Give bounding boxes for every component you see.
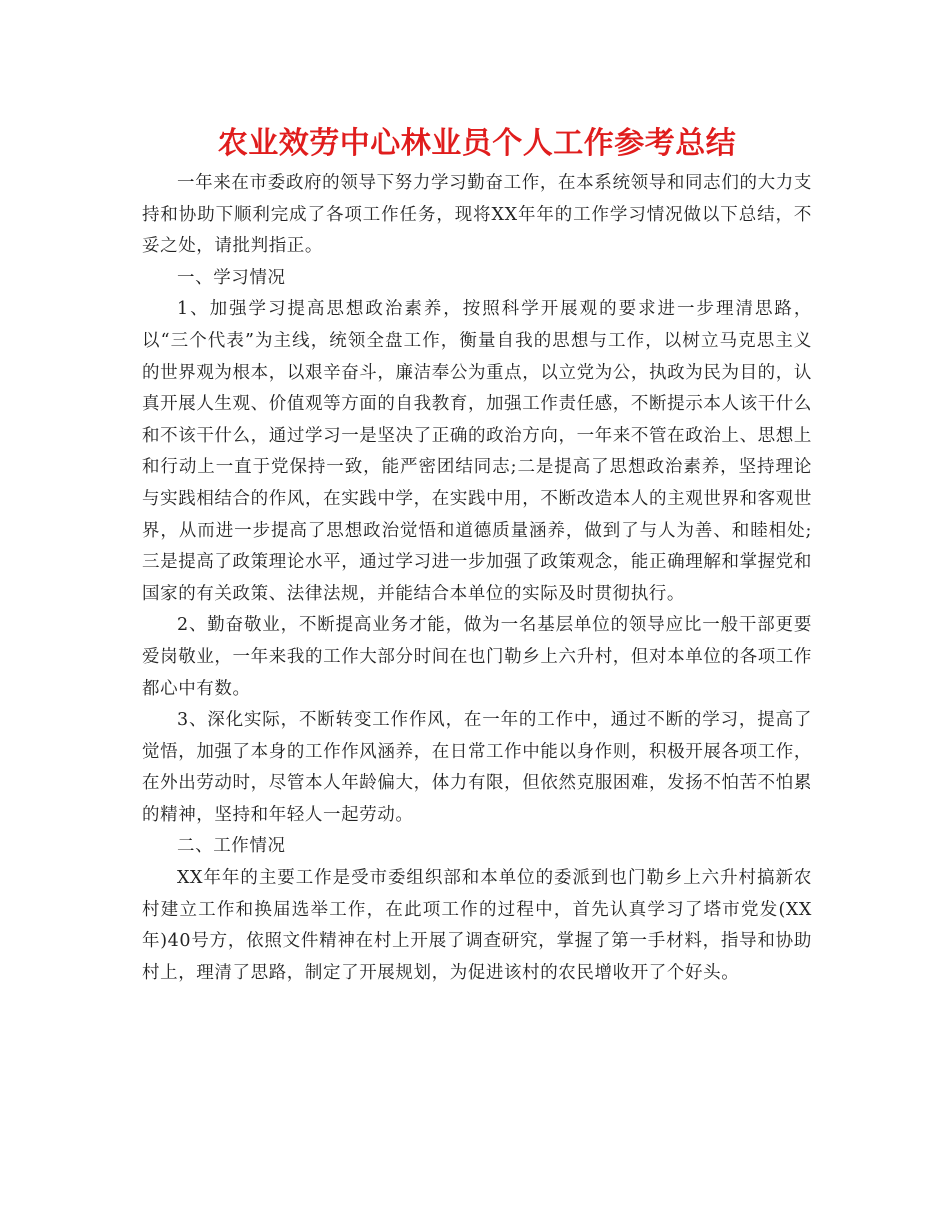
study-paragraph-2: 2、勤奋敬业，不断提高业务才能，做为一名基层单位的领导应比一般干部更要爱岗敬业，一年来我的工作大部分时间在也门勒乡上六升村，但对本单位的各项工作都心中有数。 — [142, 615, 812, 699]
study-paragraph-1: 1、加强学习提高思想政治素养，按照科学开展观的要求进一步理清思路，以“三个代表”为主线，统领全盘工作，衡量自我的思想与工作，以树立马克思主义的世界观为根本，以艰辛奋斗，廉洁奉公为重点，以立党为公，执政为民为目的，认真开展人生观、价值观等方面的自我教育，加强工作责任感，不断提示本人该干什么和不该干什么，通过学习一是坚决了正确的政治方向，一年来不管在政治上、思想上和行动上一直于党保持一致，能严密团结同志;二是提高了思想政治素养，坚持理论与实践相结合的作风，在实践中学，在实践中用，不断改造本人的主观世界和客观世界，从而进一步提高了思想政治觉悟和道德质量涵养，做到了与人为善、和睦相处;三是提高了政策理论水平，通过学习进一步加强了政策观念，能正确理解和掌握党和国家的有关政策、法律法规，并能结合本单位的实际及时贯彻执行。 — [142, 299, 812, 604]
section-heading-work: 二、工作情况 — [177, 836, 286, 857]
intro-paragraph: 一年来在市委政府的领导下努力学习勤奋工作，在本系统领导和同志们的大力支持和协助下顺利完成了各项工作任务，现将XX年年的工作学习情况做以下总结，不妥之处，请批判指正。 — [142, 173, 812, 257]
document-page — [142, 120, 812, 989]
study-paragraph-3: 3、深化实际，不断转变工作作风，在一年的工作中，通过不断的学习，提高了觉悟，加强了本身的工作作风涵养，在日常工作中能以身作则，积极开展各项工作，在外出劳动时，尽管本人年龄偏大，体力有限，但依然克服困难，发扬不怕苦不怕累的精神，坚持和年轻人一起劳动。 — [142, 710, 812, 825]
section-heading-study: 一、学习情况 — [177, 267, 286, 288]
document-title: 农业效劳中心林业员个人工作参考总结 — [217, 126, 737, 161]
work-paragraph: XX年年的主要工作是受市委组织部和本单位的委派到也门勒乡上六升村搞新农村建立工作和换届选举工作，在此项工作的过程中，首先认真学习了塔市党发(XX年)40号方，依照文件精神在村上开展了调查研究，掌握了第一手材料，指导和协助村上，理清了思路，制定了开展规划，为促进该村的农民增收开了个好头。 — [142, 868, 812, 983]
